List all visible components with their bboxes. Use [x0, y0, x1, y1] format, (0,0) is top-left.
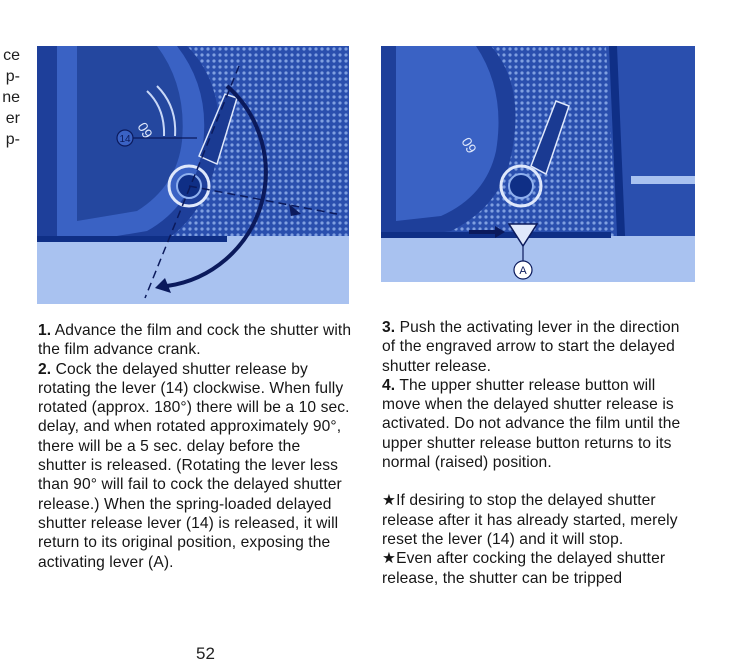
step-number: 1. — [38, 322, 52, 339]
camera-illustration-left — [37, 46, 349, 304]
callout-a-label: A — [519, 265, 527, 277]
note-trip: ★Even after cocking the delayed shutter release, the shutter can be tripped — [382, 550, 666, 587]
step-number: 3. — [382, 319, 396, 336]
fragment-line: ne — [2, 89, 20, 106]
step-text: Advance the film and cock the shutter with the film advance crank. — [38, 322, 352, 359]
step-number: 4. — [382, 376, 396, 394]
svg-text:09: 09 — [134, 119, 157, 141]
step-text: Push the activating lever in the direction of the engraved arrow to start the delayed shutter release. — [382, 319, 680, 375]
fragment-line: p- — [5, 131, 20, 148]
lever-rotation-photo — [37, 46, 349, 304]
camera-illustration-right — [381, 46, 695, 282]
fragment-line: er — [5, 110, 20, 127]
callout-14-label: 14 — [119, 134, 131, 145]
step-1 — [38, 321, 352, 360]
fragment-line: p- — [5, 68, 20, 85]
step-3 — [382, 318, 696, 376]
note-stop: ★If desiring to stop the delayed shutter release after it has already started, merely reset the lever (14) and it will stop. — [382, 492, 678, 548]
page-number: 52 — [196, 644, 215, 663]
instructions-right-column — [382, 318, 696, 588]
step-4 — [382, 376, 696, 472]
instructions-left-column — [38, 321, 352, 572]
step-number: 2. — [38, 360, 52, 378]
step-text: Cock the delayed shutter release by rotating the lever (14) clockwise. When fully rotated (approx. 180°) there will be a 10 sec. delay, and when rotated approximately 90°, there will be a 5 sec. delay before the shutter is released. (Rotating the lever less than 90° will fail to cock the delayed shutter release.) When the spring-loaded delayed shutter release lever (14) is released, it will return to its original position, exposing the activating lever (A). — [38, 360, 350, 571]
svg-text:09: 09 — [458, 134, 481, 156]
step-text: The upper shutter release button will move when the delayed shutter release is activated. Do not advance the film until the upper shutter release button returns to its normal (raised) position. — [382, 376, 681, 472]
activating-lever-photo — [381, 46, 695, 282]
step-2 — [38, 360, 352, 572]
left-margin-fragment — [0, 45, 20, 150]
fragment-line: ce — [3, 47, 20, 64]
